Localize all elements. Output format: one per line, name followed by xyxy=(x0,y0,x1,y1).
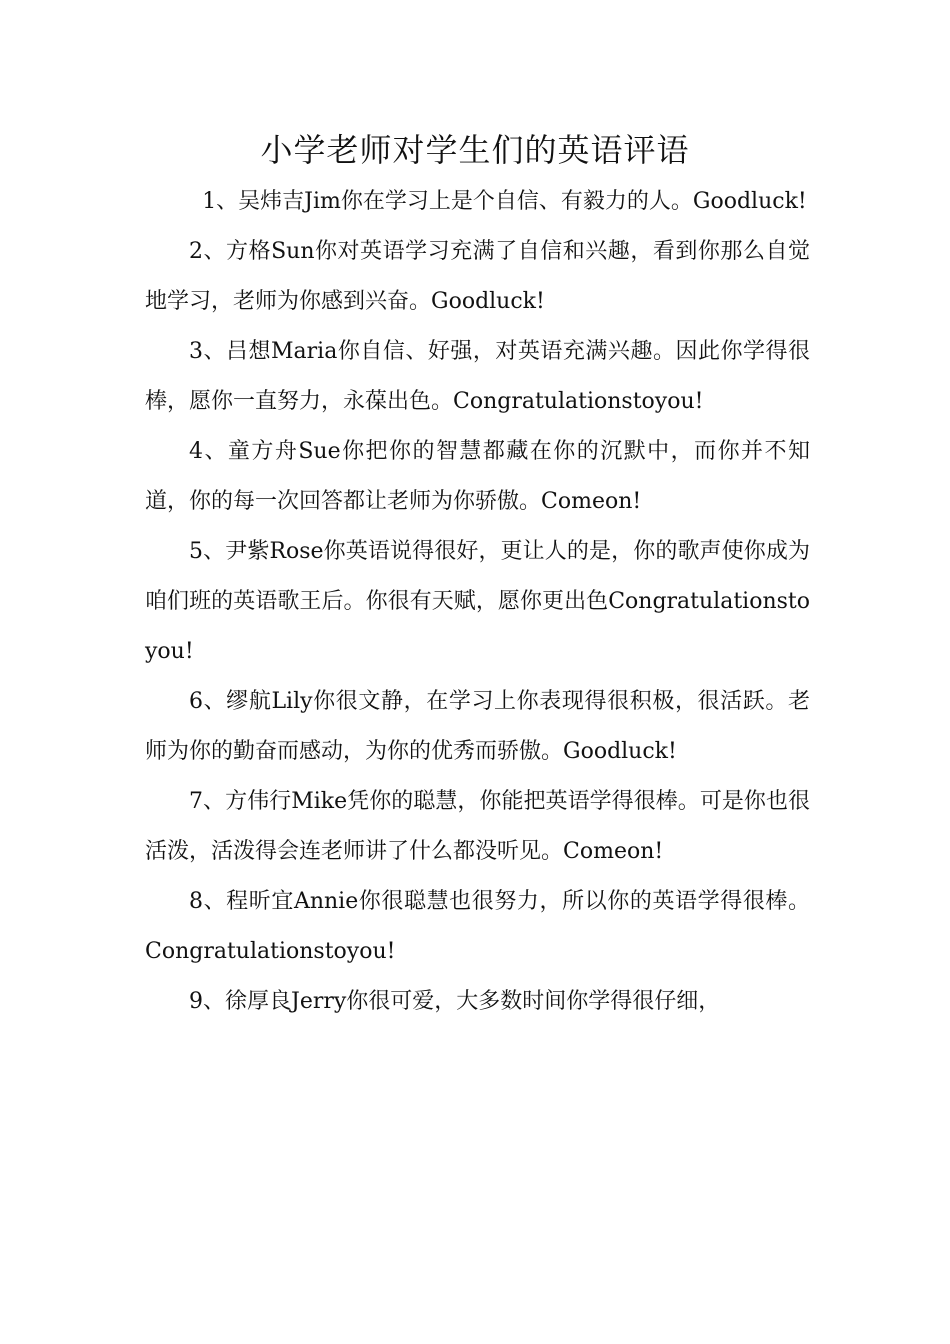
comment-paragraph-8: 8、程昕宜Annie你很聪慧也很努力，所以你的英语学得很棒。Congratulationstoyou! xyxy=(145,889,810,964)
comment-paragraph-4: 4、童方舟Sue你把你的智慧都藏在你的沉默中，而你并不知道，你的每一次回答都让老师为你骄傲。Comeon! xyxy=(145,439,810,514)
comment-paragraph-6: 6、缪航Lily你很文静，在学习上你表现得很积极，很活跃。老师为你的勤奋而感动，为你的优秀而骄傲。Goodluck! xyxy=(145,689,810,764)
comment-paragraph-3: 3、吕想Maria你自信、好强，对英语充满兴趣。因此你学得很棒，愿你一直努力，永葆出色。Congratulationstoyou! xyxy=(145,339,810,414)
comment-paragraph-9: 9、徐厚良Jerry你很可爱，大多数时间你学得很仔细， xyxy=(189,989,721,1014)
document-title: 小学老师对学生们的英语评语 xyxy=(260,131,690,169)
document-body xyxy=(145,177,810,1027)
comment-paragraph-5: 5、尹紫Rose你英语说得很好，更让人的是，你的歌声使你成为咱们班的英语歌王后。你很有天赋，愿你更出色Congratulationstoyou! xyxy=(145,539,810,664)
comment-paragraph-2: 2、方格Sun你对英语学习充满了自信和兴趣，看到你那么自觉地学习，老师为你感到兴奋。Goodluck! xyxy=(145,239,810,314)
comment-paragraph-7: 7、方伟行Mike凭你的聪慧，你能把英语学得很棒。可是你也很活泼，活泼得会连老师讲了什么都没听见。Comeon! xyxy=(145,789,810,864)
comment-paragraph-1: 1、吴炜吉Jim你在学习上是个自信、有毅力的人。Goodluck! xyxy=(202,189,807,214)
